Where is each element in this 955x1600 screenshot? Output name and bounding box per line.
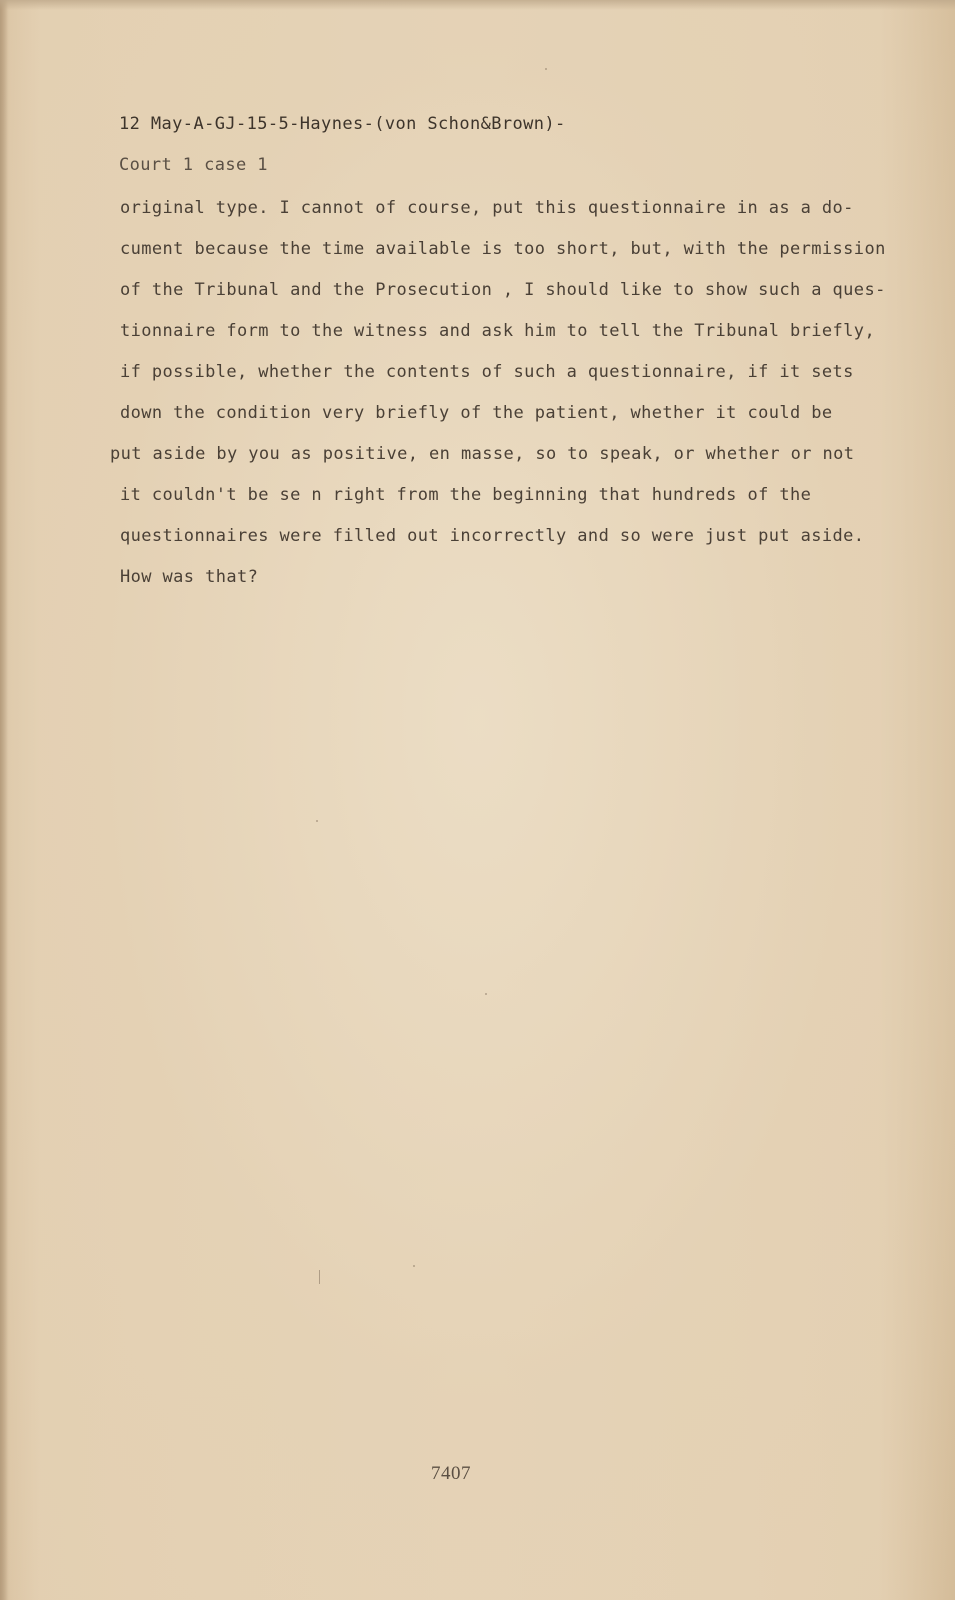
body-text — [110, 196, 886, 606]
paper-speck — [316, 820, 318, 822]
paper-speck — [319, 1270, 320, 1284]
page-edge-shadow — [0, 0, 8, 1600]
page-top-shadow — [0, 0, 955, 10]
body-line: it couldn't be se n right from the beginning that hundreds of the — [120, 485, 812, 505]
body-line: down the condition very briefly of the patient, whether it could be — [120, 403, 833, 423]
court-case-line: Court 1 case 1 — [119, 155, 268, 175]
body-line: tionnaire form to the witness and ask him to tell the Tribunal briefly, — [120, 321, 876, 341]
body-line: original type. I cannot of course, put this questionnaire in as a do- — [120, 198, 854, 218]
document-header: 12 May-A-GJ-15-5-Haynes-(von Schon&Brown)- — [119, 114, 566, 134]
body-line: How was that? — [120, 567, 259, 587]
body-line: cument because the time available is too short, but, with the permission — [120, 239, 886, 259]
body-line: put aside by you as positive, en masse, so to speak, or whether or not — [110, 444, 855, 464]
paper-speck — [413, 1265, 415, 1267]
body-line: of the Tribunal and the Prosecution , I should like to show such a ques- — [120, 280, 886, 300]
body-line: questionnaires were filled out incorrectly and so were just put aside. — [120, 526, 865, 546]
body-line: if possible, whether the contents of such a questionnaire, if it sets — [120, 362, 854, 382]
paper-speck — [485, 993, 487, 995]
paper-speck — [545, 68, 547, 70]
page-number: 7407 — [431, 1463, 471, 1484]
